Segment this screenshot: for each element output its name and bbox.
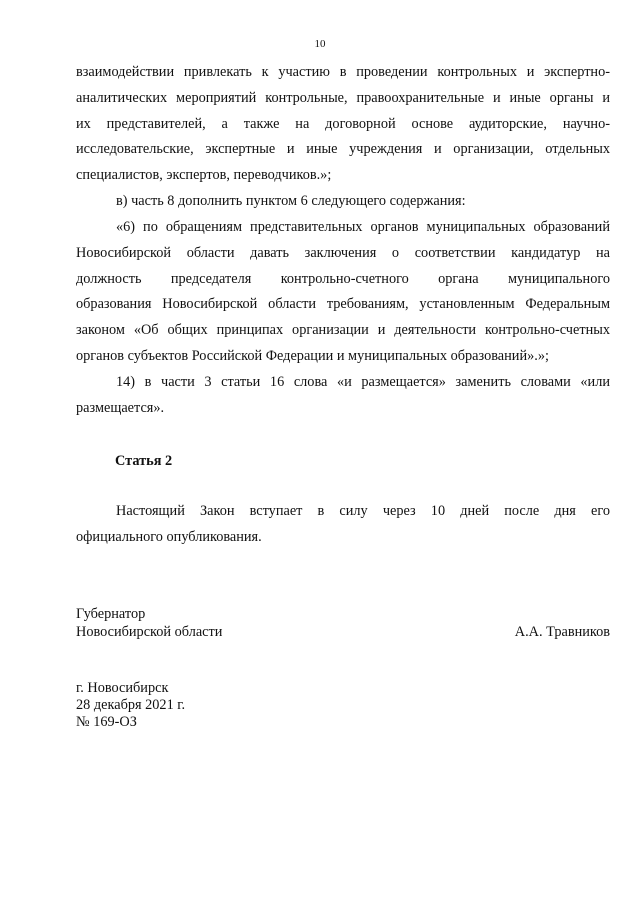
place-date-block — [76, 680, 185, 731]
signatory-region: Новосибирской области — [76, 624, 223, 640]
text-line: образования Новосибирской области требованиям, установленным Федеральным — [76, 296, 610, 313]
signatory-name: А.А. Травников — [514, 624, 610, 640]
text-line: специалистов, экспертов, переводчиков.»; — [76, 167, 332, 184]
law-date: 28 декабря 2021 г. — [76, 697, 186, 713]
item-14-paragraph — [76, 370, 610, 422]
continuation-paragraph — [76, 60, 610, 189]
text-line: аналитических мероприятий контрольные, правоохранительные и иные органы и — [76, 89, 610, 106]
law-number: № 169-ОЗ — [76, 714, 137, 730]
article-2-paragraph — [76, 499, 610, 551]
signatory-title: Губернатор — [76, 606, 146, 622]
text-line: в) часть 8 дополнить пунктом 6 следующего содержания: — [116, 193, 466, 209]
signature-block — [76, 605, 610, 641]
text-line: размещается». — [76, 399, 165, 416]
text-line: органов субъектов Российской Федерации и муниципальных образований».»; — [76, 347, 549, 364]
text-line: взаимодействии привлекать к участию в проведении контрольных и экспертно- — [76, 64, 610, 80]
text-line: должность председателя контрольно-счетного органа муниципального — [76, 270, 610, 287]
page-number: 10 — [314, 38, 326, 50]
text-line: их представителей, а также на договорной основе аудиторские, научно- — [76, 115, 610, 132]
article-heading: Статья 2 — [115, 453, 173, 469]
item-6-paragraph — [76, 215, 610, 370]
text-line: «6) по обращениям представительных органов муниципальных образований — [116, 219, 610, 235]
text-line: официального опубликования. — [76, 528, 262, 545]
item-v-paragraph — [76, 189, 610, 215]
text-line: исследовательские, экспертные и иные учреждения и организации, отдельных — [76, 141, 610, 158]
city: г. Новосибирск — [76, 680, 169, 696]
text-line: 14) в части 3 статьи 16 слова «и размещается» заменить словами «или — [116, 374, 610, 390]
text-line: Новосибирской области давать заключения о соответствии кандидатур на — [76, 244, 610, 261]
text-line: Настоящий Закон вступает в силу через 10 дней после дня его — [116, 503, 610, 519]
text-line: законом «Об общих принципах организации и деятельности контрольно-счетных — [76, 322, 610, 339]
